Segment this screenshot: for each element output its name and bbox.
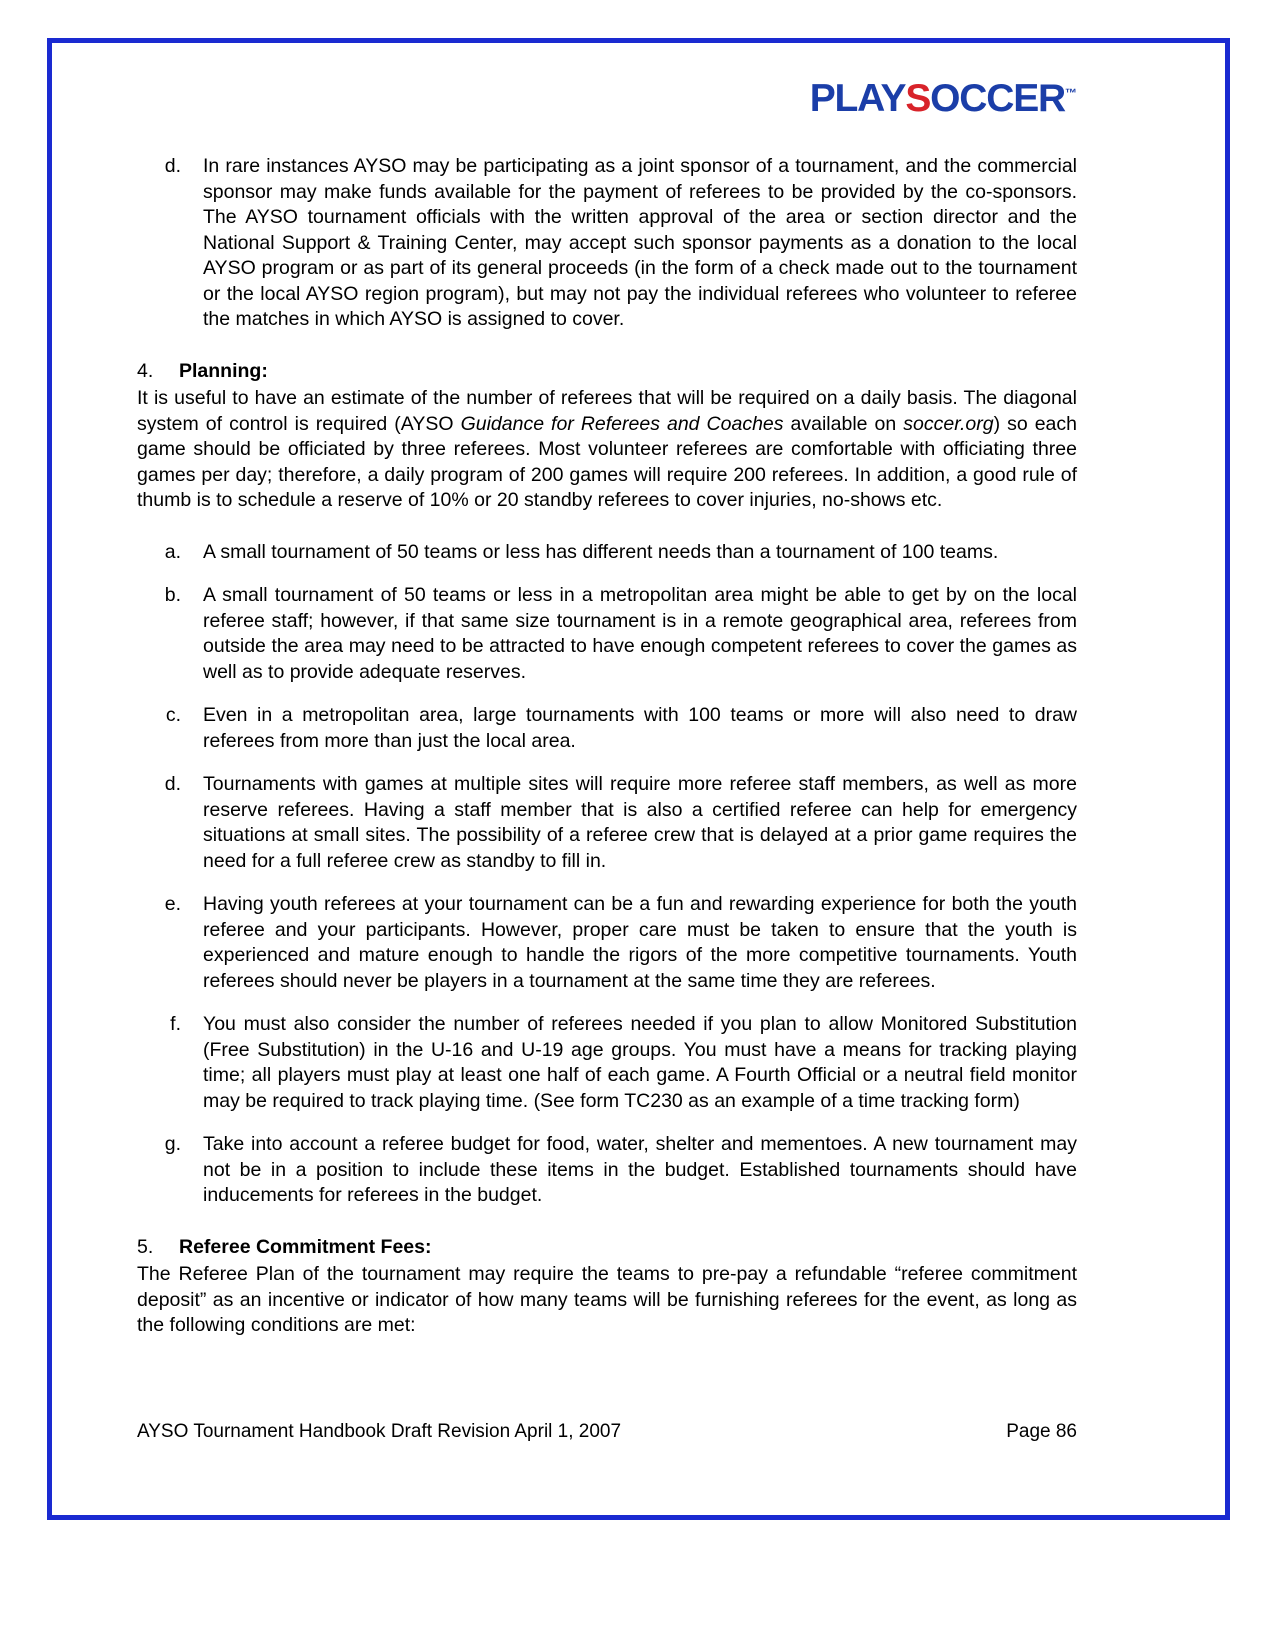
- heading-number: 5.: [137, 1235, 154, 1258]
- list-item: [137, 583, 1077, 685]
- trademark-icon: ™: [1065, 86, 1077, 100]
- list-item-text: Take into account a referee budget for food, water, shelter and mementoes. A new tournament may not be in a position to include these items in the budget. Established tournaments should have inducements for referees in the budget.: [203, 1133, 1077, 1206]
- page-footer: [137, 1420, 1077, 1444]
- list-item: [137, 703, 1077, 754]
- heading-referee-commitment-fees: [137, 1235, 1077, 1261]
- playsoccer-logo: [137, 70, 1077, 120]
- list-item-marker: f.: [170, 1013, 181, 1035]
- list-item-marker: a.: [164, 540, 181, 563]
- list-item-marker: b.: [164, 584, 181, 606]
- planning-intro-italic-guidance: Guidance for Referees and Coaches: [460, 412, 784, 435]
- planning-intro-post: ) so each game should be officiated by three referees. Most volunteer referees are comfortable with officiating three games per day; therefore, a daily program of 200 games will require 200 referees. In addition, a good rule of thumb is to schedule a reserve of 10% or 20 standby referees to cover injuries, no-shows etc.: [137, 412, 1077, 511]
- heading-number: 4.: [137, 359, 154, 382]
- fees-paragraph: The Referee Plan of the tournament may require the teams to pre-pay a refundable “referee commitment deposit” as an incentive or indicator of how many teams will be furnishing referees for the event, as long as the following conditions are met:: [137, 1263, 1077, 1336]
- list-item: [137, 772, 1077, 874]
- planning-intro-paragraph: [137, 386, 1077, 514]
- logo-s: S: [905, 77, 931, 120]
- list-item-marker: d.: [164, 773, 181, 795]
- list-item-text: Tournaments with games at multiple sites will require more referee staff members, as well as more reserve referees. Having a staff member that is also a certified referee can help for emergency situations at small sites. The possibility of a referee crew that is delayed at a prior game requires the need for a full referee crew as standby to fill in.: [203, 773, 1077, 872]
- list-item: [137, 1132, 1077, 1209]
- logo-play: PLAY: [809, 77, 906, 120]
- list-item-marker: d.: [164, 155, 181, 177]
- list-item: [137, 1012, 1077, 1114]
- logo-occer: OCCER: [930, 77, 1065, 120]
- list-item-text: In rare instances AYSO may be participating as a joint sponsor of a tournament, and the commercial sponsor may make funds available for the payment of referees to be provided by the co-sponsors. The AYSO tournament officials with the written approval of the area or section director and the National Support & Training Center, may accept such sponsor payments as a donation to the local AYSO program or as part of its general proceeds (in the form of a check made out to the tournament or the local AYSO region program), but may not pay the individual referees who volunteer to referee the matches in which AYSO is assigned to cover.: [203, 155, 1077, 330]
- planning-sublist: [137, 540, 1077, 1209]
- list-item-text: Having youth referees at your tournament can be a fun and rewarding experience for both the youth referee and your participants. However, proper care must be taken to ensure that the youth is experienced and mature enough to handle the rigors of the more competitive tournaments. Youth referees should never be players in a tournament at the same time they are referees.: [203, 893, 1077, 992]
- list-item-marker: g.: [164, 1133, 181, 1155]
- heading-title: Referee Commitment Fees:: [179, 1235, 432, 1258]
- list-item-text: Even in a metropolitan area, large tournaments with 100 teams or more will also need to draw referees from more than just the local area.: [203, 704, 1077, 752]
- page-content: [137, 70, 1077, 1365]
- planning-intro-italic-soccerorg: soccer.org: [903, 412, 994, 435]
- planning-intro-pre: It is useful to have an estimate of the number of referees that will be required on a daily basis. The diagonal system of control is required (AYSO: [137, 387, 1077, 435]
- list-item-marker: e.: [164, 893, 181, 915]
- list-item-marker: c.: [165, 704, 181, 726]
- list-item-text: You must also consider the number of referees needed if you plan to allow Monitored Substitution (Free Substitution) in the U-16 and U-19 age groups. You must have a means for tracking playing time; all players must play at least one half of each game. A Fourth Official or a neutral field monitor may be required to track playing time. (See form TC230 as an example of a time tracking form): [203, 1013, 1077, 1112]
- list-item: [137, 154, 1077, 333]
- footer-page-number: Page 86: [1006, 1421, 1077, 1442]
- list-item: [137, 892, 1077, 994]
- list-item-text: A small tournament of 50 teams or less in a metropolitan area might be able to get by on the local referee staff; however, if that same size tournament is in a remote geographical area, referees from outside the area may need to be attracted to have enough competent referees to cover the games as well as to provide adequate reserves.: [203, 584, 1077, 683]
- logo-text: [810, 70, 1077, 122]
- footer-left-text: AYSO Tournament Handbook Draft Revision April 1, 2007: [137, 1421, 622, 1442]
- heading-planning: [137, 359, 1077, 385]
- list-item-text: A small tournament of 50 teams or less has different needs than a tournament of 100 teams.: [203, 540, 999, 563]
- heading-title: Planning:: [179, 359, 268, 382]
- planning-intro-mid: available on: [783, 412, 904, 435]
- sponsor-list: [137, 154, 1077, 333]
- list-item: [137, 540, 1077, 566]
